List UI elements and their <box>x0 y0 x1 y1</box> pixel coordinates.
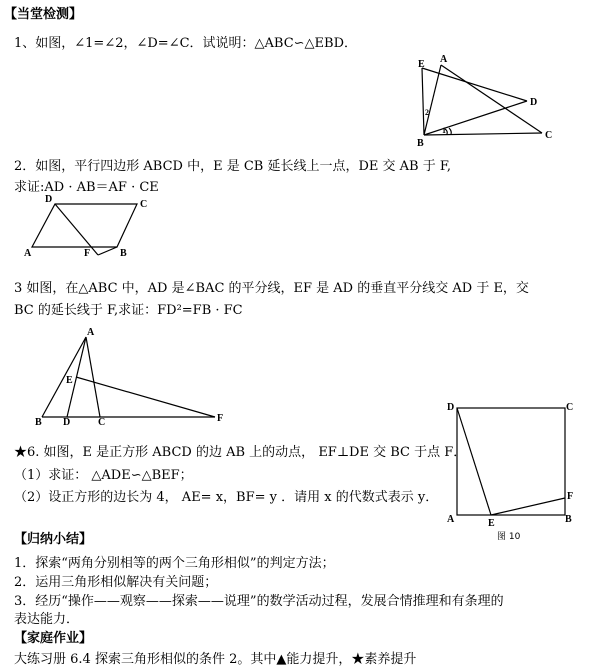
q1-label-D: D <box>530 97 538 108</box>
q1-label-B: B <box>417 138 424 149</box>
q6-label-B: B <box>565 514 572 525</box>
q3-label-C: C <box>98 417 106 428</box>
q6-label-F: F <box>567 491 574 502</box>
homework-text: 大练习册 6.4 探索三角形相似的条件 2。其中▲能力提升，★素养提升 <box>14 652 417 667</box>
q3-label-D: D <box>63 417 71 428</box>
q2-label-D: D <box>45 194 53 205</box>
question-3-line-1: 3 如图，在△ABC 中，AD 是∠BAC 的平分线，EF 是 AD 的垂直平分线交 AD 于 E，交 <box>14 281 529 296</box>
question-6-line-1: ★6. 如图，E 是正方形 ABCD 的边 AB 上的动点， EF⊥DE 交 BC 于点 F． <box>14 445 467 460</box>
summary-item-3-line-2: 表达能力． <box>14 612 80 627</box>
q2-label-B: B <box>120 248 127 259</box>
figure-q6 <box>445 398 585 543</box>
q6-label-C: C <box>566 402 574 413</box>
q3-label-F: F <box>217 413 224 424</box>
question-6-line-3: （2）设正方形的边长为 4， AE= x，BF= y ．请用 x 的代数式表示 y． <box>14 490 439 505</box>
question-1-text: 1、如图，∠1=∠2，∠D=∠C．试说明：△ABC∽△EBD． <box>14 36 358 51</box>
question-3-line-2: BC 的延长线于 F,求证：FD²=FB · FC <box>14 303 243 318</box>
q1-angle-2: 2 <box>425 108 429 117</box>
summary-item-3-line-1: 3．经历“操作——观察——探索——说理”的数学活动过程，发展合情推理和有条理的 <box>14 594 504 609</box>
q3-label-E: E <box>66 375 73 386</box>
q6-label-E: E <box>488 518 495 529</box>
section-heading-practice: 【当堂检测】 <box>4 7 83 22</box>
summary-item-2: 2．运用三角形相似解决有关问题； <box>14 575 218 590</box>
q2-label-F: F <box>84 248 91 259</box>
section-heading-summary: 【归纳小结】 <box>14 532 93 547</box>
q2-label-C: C <box>140 199 148 210</box>
q6-label-A: A <box>447 514 455 525</box>
q3-label-A: A <box>87 327 95 338</box>
q6-label-D: D <box>447 402 455 413</box>
summary-item-1: 1．探索“两角分别相等的两个三角形相似”的判定方法； <box>14 556 335 571</box>
q2-label-A: A <box>24 248 32 259</box>
question-2-line-2: 求证:AD · AB＝AF · CE <box>14 180 159 195</box>
figure-q1 <box>415 54 565 149</box>
q1-label-A: A <box>440 54 448 65</box>
q6-figure-caption: 图 10 <box>497 532 521 542</box>
section-heading-homework: 【家庭作业】 <box>14 631 93 646</box>
question-2-line-1: 2．如图，平行四边形 ABCD 中，E 是 CB 延长线上一点，DE 交 AB 于 F, <box>14 159 451 174</box>
q1-angle-1: 1 <box>442 126 446 135</box>
question-6-line-2: （1）求证： △ADE∽△BEF； <box>14 468 193 483</box>
q1-label-E: E <box>418 59 425 70</box>
figure-q3 <box>30 325 230 428</box>
q3-label-B: B <box>35 417 42 428</box>
figure-q2 <box>20 192 170 262</box>
q1-label-C: C <box>545 130 553 141</box>
